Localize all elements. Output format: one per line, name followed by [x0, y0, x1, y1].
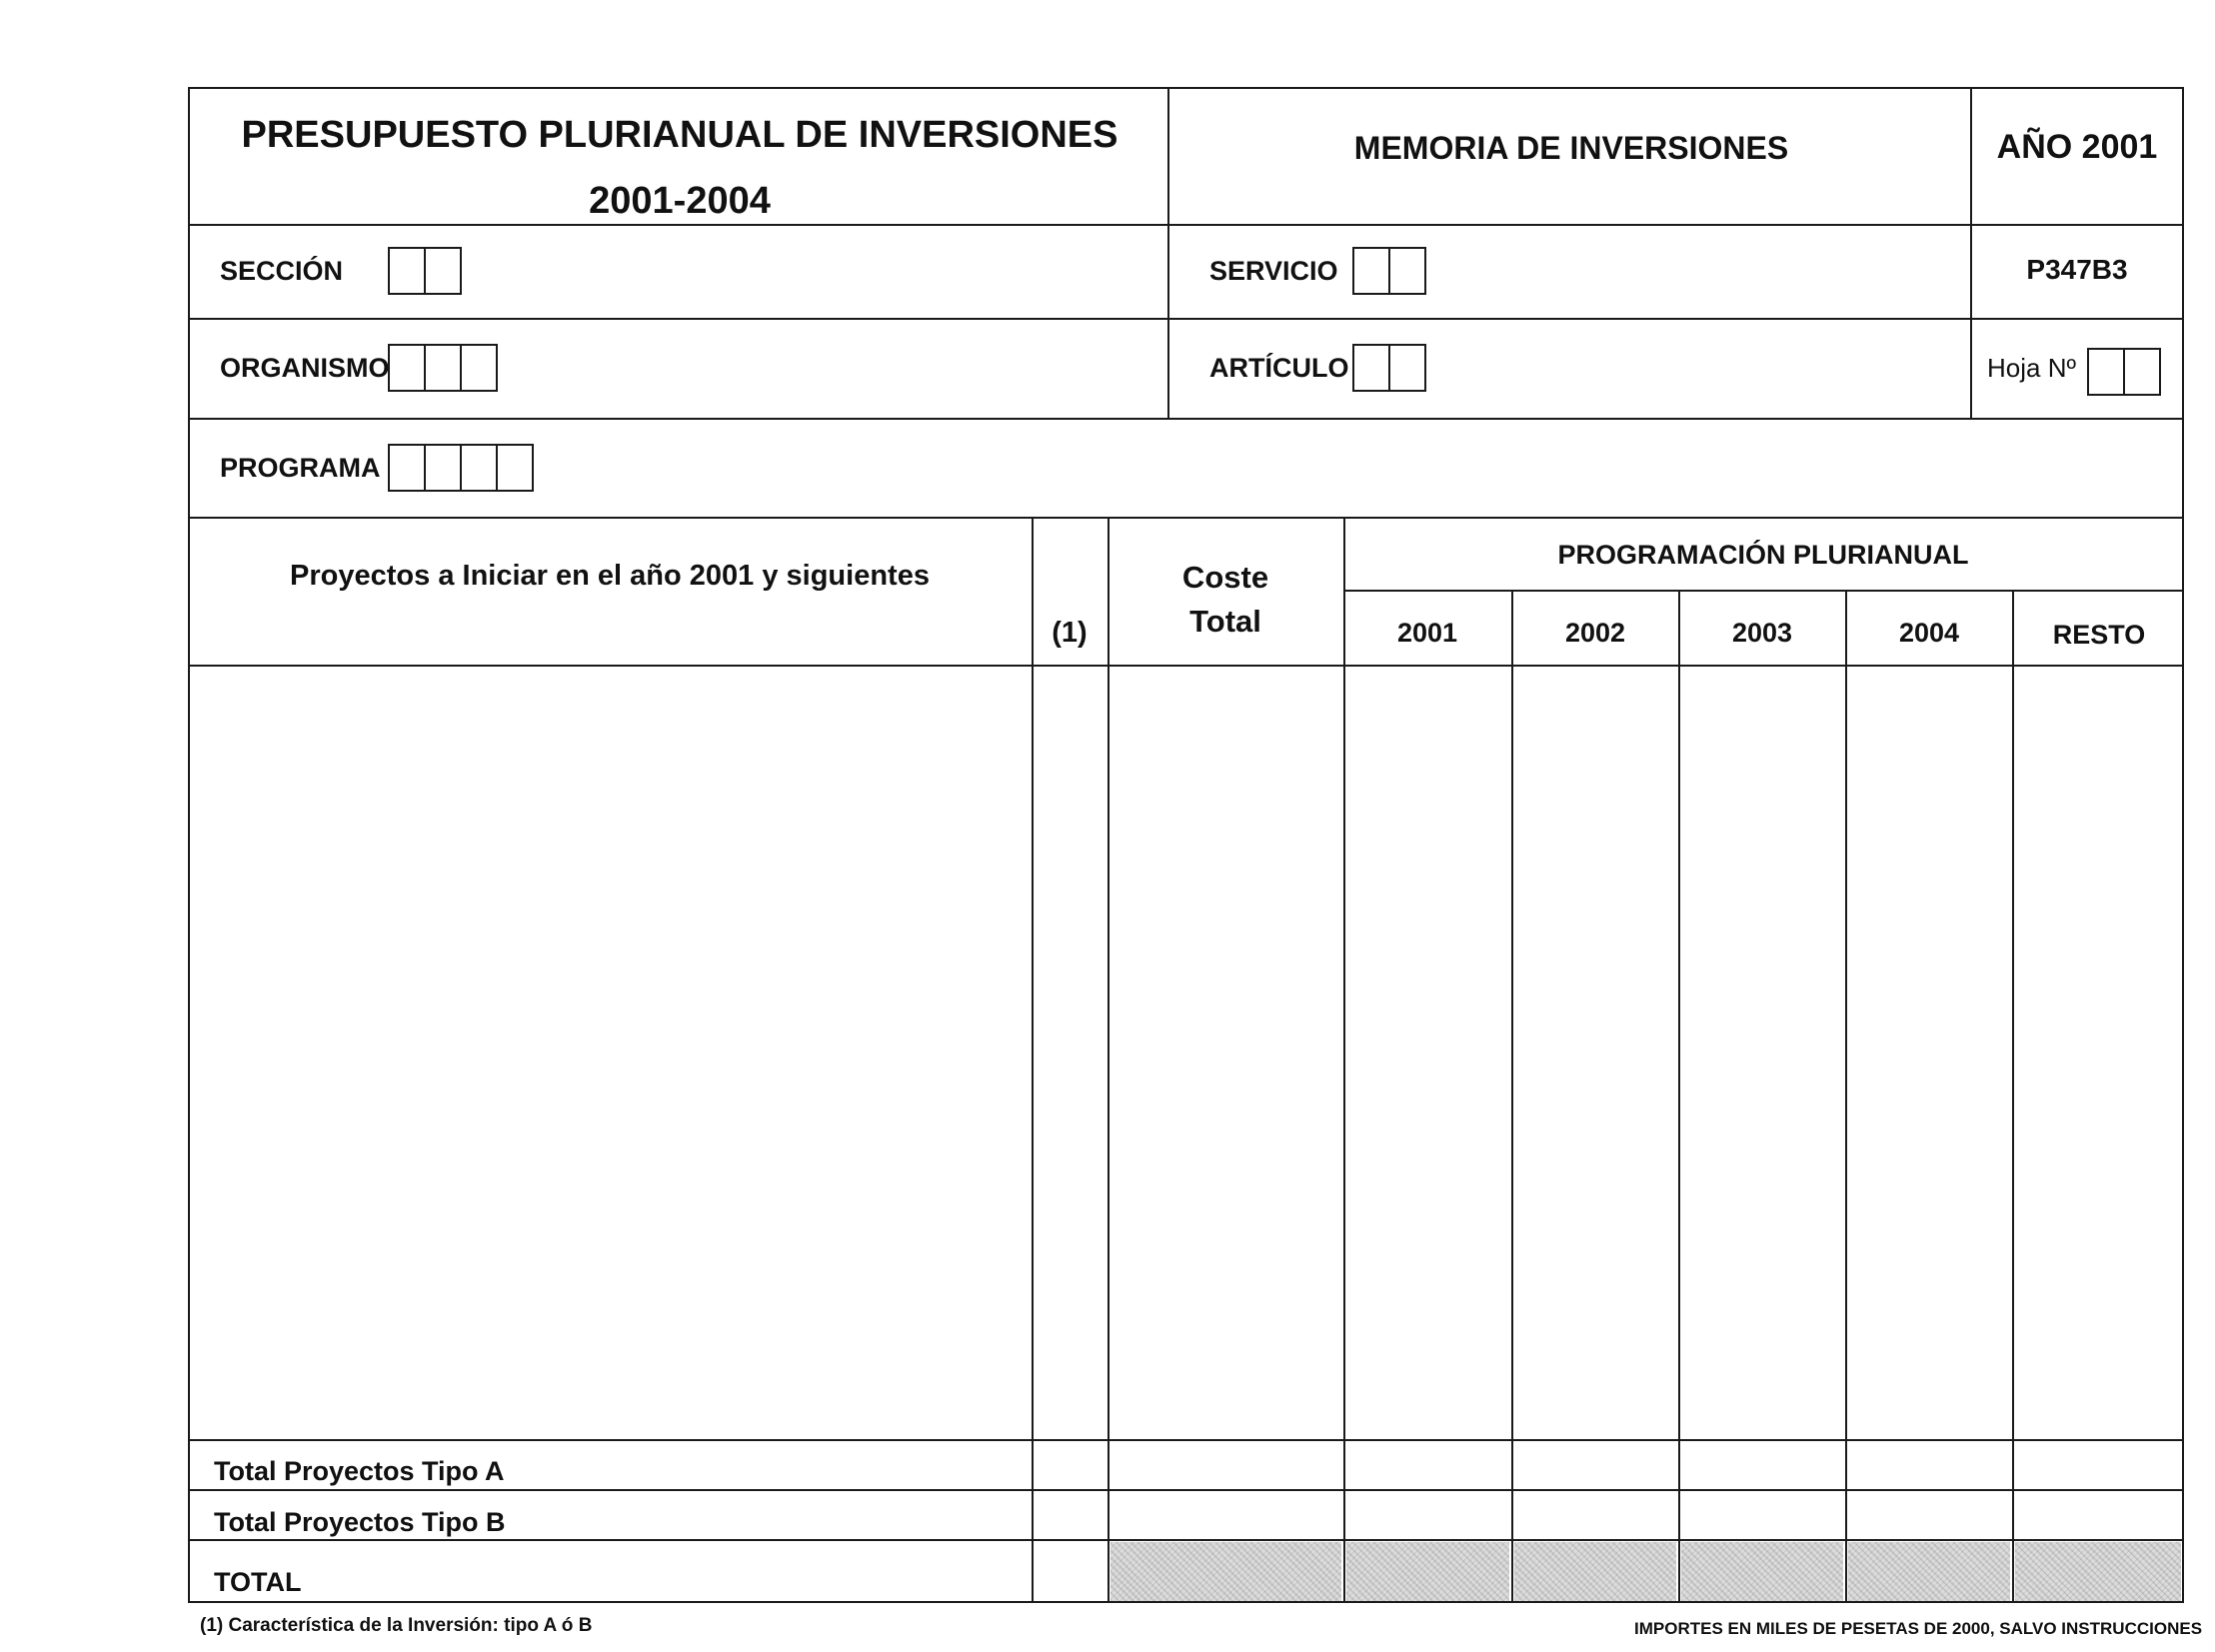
rule: [1511, 590, 1513, 1603]
code-box[interactable]: [388, 247, 426, 295]
code-box[interactable]: [496, 444, 534, 492]
total-shade: [1514, 1542, 1676, 1601]
rule: [188, 1439, 2184, 1441]
rule: [188, 1489, 2184, 1491]
code-box[interactable]: [1388, 247, 1426, 295]
hoja-label: Hoja Nº: [1987, 353, 2076, 383]
total-shade: [1848, 1542, 2010, 1601]
code-box[interactable]: [388, 344, 426, 392]
footnote: (1) Característica de la Inversión: tipo A ó B: [200, 1615, 593, 1636]
articulo-label: ARTÍCULO: [1209, 353, 1349, 383]
rule: [188, 224, 2184, 226]
programacion-header: PROGRAMACIÓN PLURIANUAL: [1557, 540, 1969, 570]
organismo-code-boxes[interactable]: [388, 344, 498, 392]
code-box[interactable]: [2123, 348, 2161, 396]
projects-column-header: Proyectos a Iniciar en el año 2001 y siguientes: [290, 560, 930, 592]
hoja-number-boxes[interactable]: [2087, 348, 2161, 396]
importes-note: IMPORTES EN MILES DE PESETAS DE 2000, SALVO INSTRUCCIONES: [1634, 1619, 2203, 1638]
form-title: PRESUPUESTO PLURIANUAL DE INVERSIONES: [241, 114, 1118, 156]
rule: [1343, 590, 2184, 592]
servicio-code-boxes[interactable]: [1352, 247, 1426, 295]
rule: [1167, 87, 1169, 418]
code-box[interactable]: [424, 344, 462, 392]
year-column-header: 2001: [1396, 618, 1458, 648]
projects-entry-area[interactable]: [190, 667, 1030, 1437]
year-column-header: 2003: [1731, 618, 1793, 648]
code-box[interactable]: [424, 247, 462, 295]
rule: [1678, 590, 1680, 1603]
servicio-label: SERVICIO: [1209, 256, 1338, 286]
rule: [1845, 590, 1847, 1603]
rule: [188, 418, 2184, 420]
form-code: P347B3: [2026, 254, 2128, 285]
articulo-code-boxes[interactable]: [1352, 344, 1426, 392]
memoria-title: MEMORIA DE INVERSIONES: [1353, 130, 1789, 166]
year-column-header: 2004: [1898, 618, 1960, 648]
rule: [1108, 517, 1109, 1603]
total-tipo-b-label: Total Proyectos Tipo B: [214, 1507, 506, 1537]
seccion-code-boxes[interactable]: [388, 247, 462, 295]
total-shade: [2015, 1542, 2181, 1601]
type-column-header: (1): [1052, 617, 1088, 649]
rule: [188, 1539, 2184, 1541]
form-title-years: 2001-2004: [589, 180, 771, 222]
code-box[interactable]: [1352, 247, 1390, 295]
rule: [1343, 517, 1345, 1603]
code-box[interactable]: [460, 444, 498, 492]
code-box[interactable]: [460, 344, 498, 392]
code-box[interactable]: [388, 444, 426, 492]
grand-total-label: TOTAL: [214, 1567, 302, 1597]
programa-label: PROGRAMA: [220, 453, 381, 483]
rule: [1970, 87, 1972, 418]
year-column-header: 2002: [1564, 618, 1626, 648]
organismo-label: ORGANISMO: [220, 353, 390, 383]
total-cost-header: Total: [1189, 604, 1261, 639]
total-shade: [1346, 1542, 1509, 1601]
total-shade: [1681, 1542, 1843, 1601]
coste-header: Coste: [1181, 560, 1269, 595]
code-box[interactable]: [424, 444, 462, 492]
code-box[interactable]: [1352, 344, 1390, 392]
rule: [188, 517, 2184, 519]
code-box[interactable]: [1388, 344, 1426, 392]
total-tipo-a-label: Total Proyectos Tipo A: [214, 1456, 505, 1486]
resto-column-header: RESTO: [2052, 620, 2146, 650]
programa-code-boxes[interactable]: [388, 444, 534, 492]
rule: [2012, 590, 2014, 1603]
rule: [1032, 517, 1034, 1603]
seccion-label: SECCIÓN: [220, 256, 344, 286]
year-label: AÑO 2001: [1996, 128, 2158, 166]
code-box[interactable]: [2087, 348, 2125, 396]
total-shade: [1110, 1542, 1341, 1601]
rule: [188, 318, 2184, 320]
